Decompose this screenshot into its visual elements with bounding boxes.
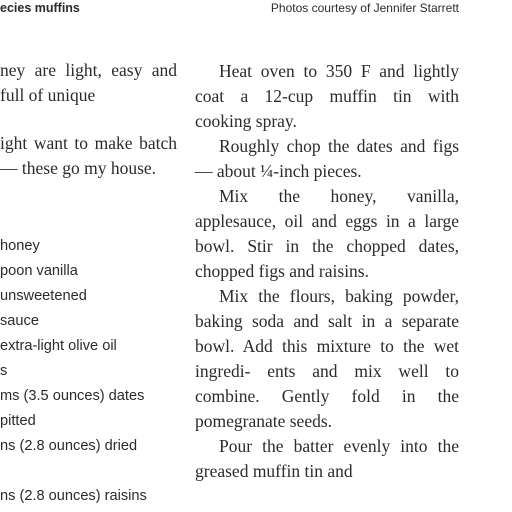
direction-line: lightly coat a 12-cup muffin tin	[195, 61, 459, 106]
direction-line: Roughly chop the dates and	[219, 136, 426, 156]
recipe-title: ecies muffins	[0, 1, 80, 15]
intro-line: my house.	[84, 158, 157, 179]
ingredient-item: sauce	[0, 313, 39, 329]
direction-step-4	[195, 284, 459, 434]
intro-line: and full of unique	[0, 60, 178, 105]
ingredient-item: unsweetened	[0, 288, 87, 304]
ingredient-item: ns (2.8 ounces) raisins	[0, 488, 147, 504]
intro-paragraph-2	[0, 131, 177, 180]
ingredient-item	[0, 459, 200, 484]
direction-line: Pour the batter evenly into	[219, 436, 428, 456]
direction-line: mixture to the wet ingredi-	[195, 336, 459, 381]
direction-line: dates, chopped figs and raisins.	[195, 236, 460, 281]
ingredient-item: poon vanilla	[0, 263, 78, 279]
ingredient-item: ns (2.8 ounces) dried	[0, 438, 138, 454]
intro-paragraph-1	[0, 58, 177, 107]
intro-column	[0, 58, 177, 181]
direction-line: the greased muffin tin and	[195, 436, 459, 481]
intro-line: ney are light, easy	[0, 60, 143, 80]
ingredient-item: s	[0, 363, 8, 379]
direction-line: in a separate bowl. Add this	[195, 311, 460, 356]
ingredient-item: extra-light olive oil	[0, 338, 117, 354]
direction-line: Mix the honey, vanilla,	[219, 186, 459, 206]
direction-line: Mix the flours, baking	[219, 286, 393, 306]
directions-column	[195, 59, 459, 484]
ingredient-item: pitted	[0, 413, 36, 429]
direction-line: seeds.	[289, 411, 333, 431]
direction-line: Gently fold in the pomegranate	[195, 386, 460, 431]
ingredient-list	[0, 234, 200, 509]
direction-step-3	[195, 184, 459, 284]
direction-line: ents and mix well to combine.	[195, 361, 459, 406]
ingredient-item: honey	[0, 238, 40, 254]
direction-line: applesauce, oil and eggs in a	[195, 211, 416, 231]
direction-line: Heat oven to 350 F and	[219, 61, 405, 81]
intro-line: batch — these go	[0, 133, 177, 179]
intro-line: ight want to make	[0, 133, 133, 154]
photo-credit: Photos courtesy of Jennifer Starrett	[270, 1, 459, 15]
direction-step-1	[195, 59, 459, 134]
ingredient-item: ms (3.5 ounces) dates	[0, 388, 145, 404]
direction-step-2	[195, 134, 459, 184]
direction-line: powder, baking soda and salt	[195, 286, 459, 331]
direction-line: large bowl. Stir in the chopped	[195, 211, 459, 256]
direction-step-5	[195, 434, 459, 484]
direction-line: with cooking spray.	[195, 86, 460, 131]
direction-line: figs — about ¼-inch pieces.	[195, 136, 460, 181]
page-header	[0, 0, 512, 18]
